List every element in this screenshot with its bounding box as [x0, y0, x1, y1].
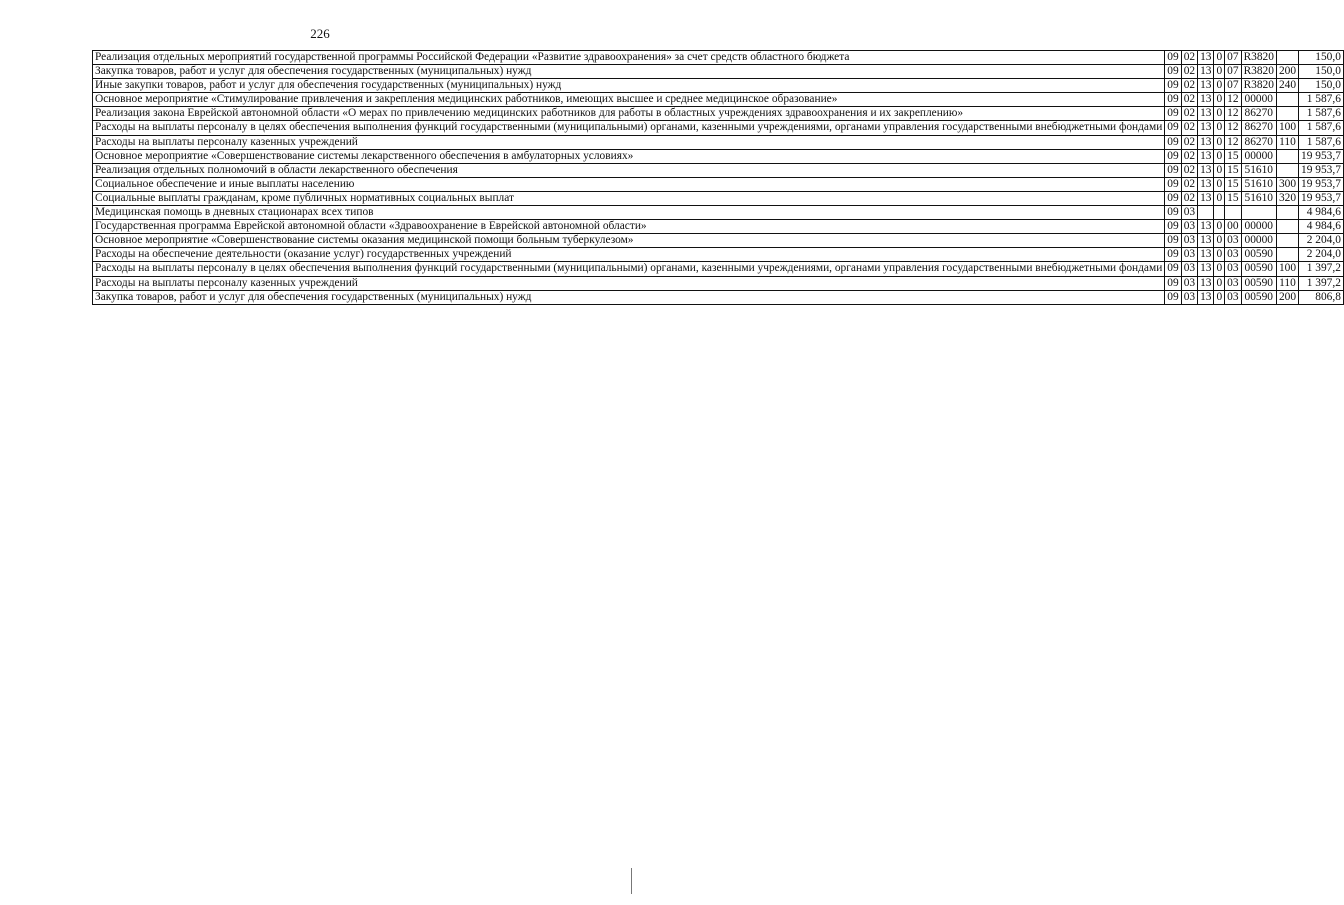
amount: 19 953,7 — [1299, 149, 1344, 163]
subprogram-code: 0 — [1214, 107, 1225, 121]
expense-type-code — [1276, 51, 1298, 65]
activity-code: 07 — [1225, 79, 1241, 93]
expense-type-code — [1276, 220, 1298, 234]
table-row — [93, 51, 1344, 65]
subsection-code: 02 — [1181, 135, 1197, 149]
program-code: 13 — [1198, 107, 1214, 121]
expense-type-code: 200 — [1276, 65, 1298, 79]
expense-type-code — [1276, 206, 1298, 220]
row-name: Государственная программа Еврейской автономной области «Здравоохранение в Еврейской автономной области» — [93, 220, 1165, 234]
section-code: 09 — [1165, 135, 1181, 149]
amount: 4 984,6 — [1299, 220, 1344, 234]
activity-code: 15 — [1225, 163, 1241, 177]
subsection-code: 02 — [1181, 163, 1197, 177]
activity-code: 15 — [1225, 191, 1241, 205]
table-row — [93, 206, 1344, 220]
row-name: Закупка товаров, работ и услуг для обеспечения государственных (муниципальных) нужд — [93, 290, 1165, 304]
subsection-code: 03 — [1181, 220, 1197, 234]
row-name: Медицинская помощь в дневных стационарах всех типов — [93, 206, 1165, 220]
amount: 2 204,0 — [1299, 248, 1344, 262]
subprogram-code: 0 — [1214, 177, 1225, 191]
table-row — [93, 234, 1344, 248]
subprogram-code: 0 — [1214, 121, 1225, 135]
row-name: Расходы на обеспечение деятельности (оказание услуг) государственных учреждений — [93, 248, 1165, 262]
direction-code — [1241, 206, 1276, 220]
expense-type-code — [1276, 107, 1298, 121]
direction-code: 86270 — [1241, 135, 1276, 149]
section-code: 09 — [1165, 65, 1181, 79]
table-row — [93, 107, 1344, 121]
amount: 1 397,2 — [1299, 276, 1344, 290]
subsection-code: 02 — [1181, 107, 1197, 121]
subsection-code: 02 — [1181, 121, 1197, 135]
program-code: 13 — [1198, 276, 1214, 290]
row-name: Основное мероприятие «Совершенствование системы оказания медицинской помощи больным туберкулезом» — [93, 234, 1165, 248]
program-code: 13 — [1198, 121, 1214, 135]
activity-code: 07 — [1225, 51, 1241, 65]
table-row — [93, 220, 1344, 234]
section-code: 09 — [1165, 163, 1181, 177]
row-name: Социальное обеспечение и иные выплаты населению — [93, 177, 1165, 191]
subsection-code: 03 — [1181, 248, 1197, 262]
subprogram-code: 0 — [1214, 51, 1225, 65]
expense-type-code: 240 — [1276, 79, 1298, 93]
program-code: 13 — [1198, 248, 1214, 262]
activity-code: 03 — [1225, 248, 1241, 262]
expense-type-code: 110 — [1276, 135, 1298, 149]
table-row — [93, 93, 1344, 107]
table-row — [93, 191, 1344, 205]
subprogram-code: 0 — [1214, 234, 1225, 248]
subsection-code: 03 — [1181, 290, 1197, 304]
subprogram-code: 0 — [1214, 248, 1225, 262]
row-name: Иные закупки товаров, работ и услуг для обеспечения государственных (муниципальных) нужд — [93, 79, 1165, 93]
budget-table — [92, 50, 1344, 305]
activity-code: 03 — [1225, 276, 1241, 290]
row-name: Реализация отдельных мероприятий государственной программы Российской Федерации «Развитие здравоохранения» за счет средств областного бюджета — [93, 51, 1165, 65]
subprogram-code: 0 — [1214, 290, 1225, 304]
section-code: 09 — [1165, 191, 1181, 205]
amount: 150,0 — [1299, 65, 1344, 79]
amount: 19 953,7 — [1299, 163, 1344, 177]
table-row — [93, 121, 1344, 135]
program-code: 13 — [1198, 163, 1214, 177]
row-name: Расходы на выплаты персоналу в целях обеспечения выполнения функций государственными (муниципальными) органами, казенными учреждениями, органами управления государственными внебюджетными фондами — [93, 262, 1165, 276]
section-code: 09 — [1165, 262, 1181, 276]
program-code: 13 — [1198, 51, 1214, 65]
table-row — [93, 65, 1344, 79]
section-code: 09 — [1165, 79, 1181, 93]
row-name: Расходы на выплаты персоналу казенных учреждений — [93, 135, 1165, 149]
row-name: Социальные выплаты гражданам, кроме публичных нормативных социальных выплат — [93, 191, 1165, 205]
subprogram-code: 0 — [1214, 191, 1225, 205]
subprogram-code: 0 — [1214, 276, 1225, 290]
program-code: 13 — [1198, 220, 1214, 234]
amount: 2 204,0 — [1299, 234, 1344, 248]
table-row — [93, 177, 1344, 191]
activity-code: 12 — [1225, 121, 1241, 135]
subprogram-code: 0 — [1214, 262, 1225, 276]
amount: 1 587,6 — [1299, 135, 1344, 149]
subprogram-code: 0 — [1214, 79, 1225, 93]
activity-code: 03 — [1225, 262, 1241, 276]
program-code: 13 — [1198, 290, 1214, 304]
activity-code: 00 — [1225, 220, 1241, 234]
subprogram-code: 0 — [1214, 149, 1225, 163]
section-code: 09 — [1165, 51, 1181, 65]
table-row — [93, 79, 1344, 93]
subprogram-code — [1214, 206, 1225, 220]
section-code: 09 — [1165, 234, 1181, 248]
direction-code: 00590 — [1241, 290, 1276, 304]
amount: 19 953,7 — [1299, 191, 1344, 205]
table-row — [93, 163, 1344, 177]
subsection-code: 03 — [1181, 234, 1197, 248]
section-code: 09 — [1165, 177, 1181, 191]
program-code: 13 — [1198, 177, 1214, 191]
direction-code: 00000 — [1241, 93, 1276, 107]
section-code: 09 — [1165, 206, 1181, 220]
expense-type-code — [1276, 163, 1298, 177]
direction-code: 00590 — [1241, 262, 1276, 276]
expense-type-code — [1276, 149, 1298, 163]
amount: 1 587,6 — [1299, 121, 1344, 135]
amount: 150,0 — [1299, 79, 1344, 93]
subsection-code: 02 — [1181, 93, 1197, 107]
expense-type-code: 100 — [1276, 121, 1298, 135]
direction-code: 51610 — [1241, 163, 1276, 177]
subprogram-code: 0 — [1214, 65, 1225, 79]
direction-code: 00000 — [1241, 234, 1276, 248]
expense-type-code — [1276, 248, 1298, 262]
table-row — [93, 248, 1344, 262]
amount: 150,0 — [1299, 51, 1344, 65]
direction-code: 51610 — [1241, 177, 1276, 191]
row-name: Основное мероприятие «Совершенствование системы лекарственного обеспечения в амбулаторных условиях» — [93, 149, 1165, 163]
activity-code: 12 — [1225, 107, 1241, 121]
subsection-code: 02 — [1181, 65, 1197, 79]
expense-type-code: 200 — [1276, 290, 1298, 304]
amount: 806,8 — [1299, 290, 1344, 304]
expense-type-code: 100 — [1276, 262, 1298, 276]
expense-type-code — [1276, 93, 1298, 107]
row-name: Расходы на выплаты персоналу в целях обеспечения выполнения функций государственными (муниципальными) органами, казенными учреждениями, органами управления государственными внебюджетными фондами — [93, 121, 1165, 135]
row-name: Закупка товаров, работ и услуг для обеспечения государственных (муниципальных) нужд — [93, 65, 1165, 79]
section-code: 09 — [1165, 149, 1181, 163]
activity-code: 07 — [1225, 65, 1241, 79]
direction-code: R3820 — [1241, 65, 1276, 79]
amount: 19 953,7 — [1299, 177, 1344, 191]
expense-type-code: 320 — [1276, 191, 1298, 205]
section-code: 09 — [1165, 290, 1181, 304]
row-name: Основное мероприятие «Стимулирование привлечения и закрепления медицинских работников, имеющих высшее и среднее медицинское образование» — [93, 93, 1165, 107]
section-code: 09 — [1165, 121, 1181, 135]
direction-code: 00000 — [1241, 220, 1276, 234]
program-code: 13 — [1198, 191, 1214, 205]
row-name: Расходы на выплаты персоналу казенных учреждений — [93, 276, 1165, 290]
direction-code: 00000 — [1241, 149, 1276, 163]
section-code: 09 — [1165, 107, 1181, 121]
activity-code — [1225, 206, 1241, 220]
section-code: 09 — [1165, 220, 1181, 234]
direction-code: 00590 — [1241, 276, 1276, 290]
section-code: 09 — [1165, 93, 1181, 107]
table-row — [93, 290, 1344, 304]
direction-code: R3820 — [1241, 79, 1276, 93]
table-row — [93, 135, 1344, 149]
activity-code: 03 — [1225, 234, 1241, 248]
amount: 1 587,6 — [1299, 93, 1344, 107]
program-code: 13 — [1198, 135, 1214, 149]
subsection-code: 03 — [1181, 276, 1197, 290]
row-name: Реализация закона Еврейской автономной области «О мерах по привлечению медицинских работников для работы в областных учреждениях здравоохранения и их закреплению» — [93, 107, 1165, 121]
section-code: 09 — [1165, 276, 1181, 290]
program-code: 13 — [1198, 93, 1214, 107]
activity-code: 15 — [1225, 177, 1241, 191]
subprogram-code: 0 — [1214, 163, 1225, 177]
program-code: 13 — [1198, 65, 1214, 79]
row-name: Реализация отдельных полномочий в области лекарственного обеспечения — [93, 163, 1165, 177]
subprogram-code: 0 — [1214, 135, 1225, 149]
program-code: 13 — [1198, 262, 1214, 276]
direction-code: 86270 — [1241, 121, 1276, 135]
activity-code: 03 — [1225, 290, 1241, 304]
subsection-code: 02 — [1181, 51, 1197, 65]
subsection-code: 02 — [1181, 177, 1197, 191]
program-code: 13 — [1198, 79, 1214, 93]
amount: 1 587,6 — [1299, 107, 1344, 121]
amount: 4 984,6 — [1299, 206, 1344, 220]
program-code: 13 — [1198, 234, 1214, 248]
activity-code: 12 — [1225, 135, 1241, 149]
subsection-code: 03 — [1181, 262, 1197, 276]
subsection-code: 03 — [1181, 206, 1197, 220]
subsection-code: 02 — [1181, 191, 1197, 205]
section-code: 09 — [1165, 248, 1181, 262]
activity-code: 15 — [1225, 149, 1241, 163]
expense-type-code: 110 — [1276, 276, 1298, 290]
expense-type-code: 300 — [1276, 177, 1298, 191]
page-number: 226 — [310, 26, 330, 41]
activity-code: 12 — [1225, 93, 1241, 107]
amount: 1 397,2 — [1299, 262, 1344, 276]
direction-code: 00590 — [1241, 248, 1276, 262]
program-code: 13 — [1198, 149, 1214, 163]
subsection-code: 02 — [1181, 149, 1197, 163]
direction-code: 86270 — [1241, 107, 1276, 121]
subprogram-code: 0 — [1214, 220, 1225, 234]
subprogram-code: 0 — [1214, 93, 1225, 107]
table-row — [93, 262, 1344, 276]
subsection-code: 02 — [1181, 79, 1197, 93]
table-row — [93, 149, 1344, 163]
program-code — [1198, 206, 1214, 220]
expense-type-code — [1276, 234, 1298, 248]
direction-code: 51610 — [1241, 191, 1276, 205]
table-row — [93, 276, 1344, 290]
direction-code: R3820 — [1241, 51, 1276, 65]
page-edge-mark — [631, 868, 632, 894]
